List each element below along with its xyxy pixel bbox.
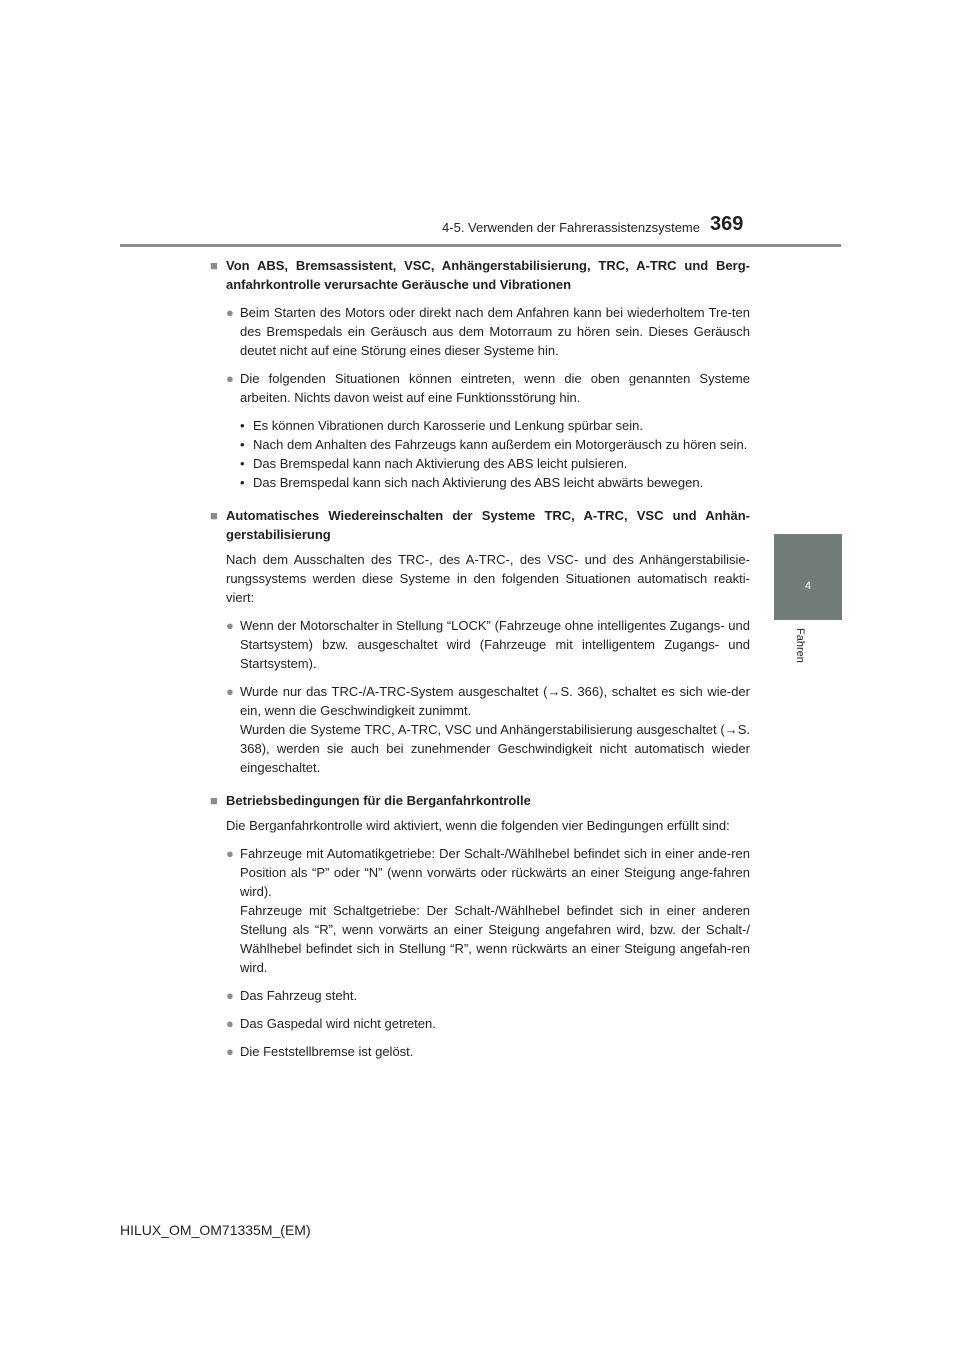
section-heading [210,256,750,294]
bullet-text: Die Feststellbremse ist gelöst. [240,1044,414,1059]
bullet-text [240,844,750,977]
section-title: Von ABS, Bremsassistent, VSC, Anhängerstabilisierung, TRC, A-TRC und Berg-anfahrkontrolle verursachte Geräusche und Vibrationen [226,258,750,292]
bullet-text: Wenn der Motorschalter in Stellung “LOCK” (Fahrzeuge ohne intelligentes Zugangs- und Startsystem) bzw. ausgeschaltet wird (Fahrzeuge mit intelligentem Zugangs- und Startsystem). [240,618,750,671]
section-noise-vibration [210,256,750,492]
circle-bullet-icon: ● [226,305,234,320]
section-intro: Nach dem Ausschalten des TRC-, des A-TRC-, des VSC- und des Anhängerstabilisie-rungssystems werden diese Systeme in den folgenden Situationen automatisch reakti-viert: [226,552,750,605]
section-hill-start-conditions [210,791,750,1061]
dot-marker-icon: • [240,456,245,471]
bullet-line: Wurden die Systeme TRC, A-TRC, VSC und Anhängerstabilisierung ausgeschaltet (→S. 368), werden sie auch bei zunehmender Geschwindigkeit nicht automatisch wieder eingeschaltet. [240,722,750,775]
circle-bullet-icon: ● [226,846,234,861]
circle-bullet-icon: ● [226,988,234,1003]
bullet-text: Die folgenden Situationen können eintreten, wenn die oben genannten Systeme arbeiten. Nichts davon weist auf eine Funktionsstörung hin. [240,371,750,405]
sub-item-text: Nach dem Anhalten des Fahrzeugs kann außerdem ein Motorgeräusch zu hören sein. [253,437,748,452]
chapter-label-text: Fahren [794,628,806,663]
bullet-line: Fahrzeuge mit Schaltgetriebe: Der Schalt-/Wählhebel befindet sich in einer anderen Stellung als “R”, wenn vorwärts an einer Steigung angefahren wird, bzw. der Schalt-/ Wählhebel befindet sich in Stellung “R”, wenn rückwärts an einer Steigung angefah-ren wird. [240,903,750,975]
document-id-footer: HILUX_OM_OM71335M_(EM) [120,1222,311,1238]
sub-item-text: Das Bremspedal kann sich nach Aktivierung des ABS leicht abwärts bewegen. [253,475,704,490]
running-header-section: 4-5. Verwenden der Fahrerassistenzsysteme [442,220,700,235]
bullet-item [226,1014,750,1033]
chapter-number: 4 [804,580,812,592]
bullet-text: Das Gaspedal wird nicht getreten. [240,1016,436,1031]
bullet-item [226,986,750,1005]
chapter-tab [774,534,842,620]
sub-list-item [240,454,750,473]
circle-bullet-icon: ● [226,618,234,633]
sub-list [240,416,750,492]
dot-marker-icon: • [240,475,245,490]
dot-marker-icon: • [240,418,245,433]
bullet-text: Beim Starten des Motors oder direkt nach dem Anfahren kann bei wiederholtem Tre-ten des Bremspedals ein Geräusch aus dem Motorraum zu hören sein. Dieses Geräusch deutet nicht auf eine Störung eines dieser Systeme hin. [240,305,750,358]
bullet-item [226,303,750,360]
bullet-line: Wurde nur das TRC-/A-TRC-System ausgeschaltet (→S. 366), schaltet es sich wie-der ein, wenn die Geschwindigkeit zunimmt. [240,684,750,718]
page-number: 369 [710,213,744,235]
main-content [210,256,750,1070]
sub-item-text: Das Bremspedal kann nach Aktivierung des ABS leicht pulsieren. [253,456,628,471]
square-bullet-icon: ■ [210,258,218,273]
circle-bullet-icon: ● [226,1044,234,1059]
dot-marker-icon: • [240,437,245,452]
sub-list-item [240,435,750,454]
section-intro: Die Berganfahrkontrolle wird aktiviert, wenn die folgenden vier Bedingungen erfüllt sind: [226,818,730,833]
section-title: Betriebsbedingungen für die Berganfahrkontrolle [226,793,531,808]
square-bullet-icon: ■ [210,508,218,523]
circle-bullet-icon: ● [226,1016,234,1031]
sub-list-item [240,416,750,435]
bullet-text [240,682,750,777]
bullet-item [226,1042,750,1061]
section-heading [210,791,750,810]
bullet-text: Das Fahrzeug steht. [240,988,358,1003]
bullet-item [226,844,750,977]
sub-list-item [240,473,750,492]
square-bullet-icon: ■ [210,793,218,808]
circle-bullet-icon: ● [226,371,234,386]
section-heading [210,506,750,544]
chapter-label [792,628,806,688]
bullet-item [226,682,750,777]
bullet-item [226,616,750,673]
section-automatic-reactivation [210,506,750,777]
bullet-line: Fahrzeuge mit Automatikgetriebe: Der Schalt-/Wählhebel befindet sich in einer ande-ren Position als “P” oder “N” (wenn vorwärts oder rückwärts an einer Steigung ange-fahren wird). [240,846,750,899]
circle-bullet-icon: ● [226,684,234,699]
header-divider [120,244,841,247]
bullet-item [226,369,750,407]
sub-item-text: Es können Vibrationen durch Karosserie und Lenkung spürbar sein. [253,418,644,433]
section-title: Automatisches Wiedereinschalten der Systeme TRC, A-TRC, VSC und Anhän-gerstabilisierung [226,508,750,542]
